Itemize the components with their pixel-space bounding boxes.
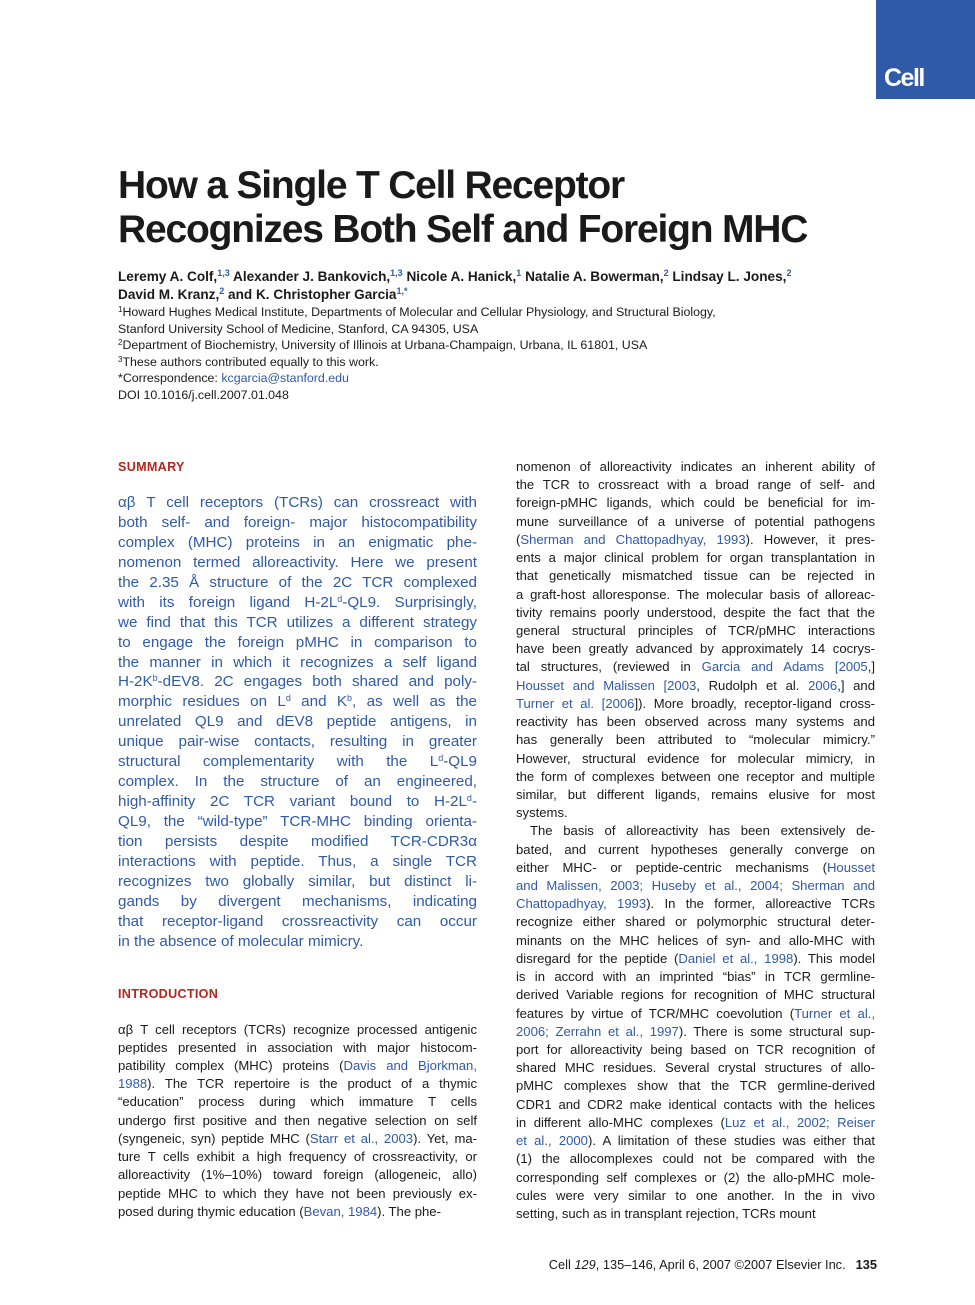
article-title (118, 164, 878, 252)
citation-link[interactable]: Daniel et al., 1998 (678, 950, 794, 966)
author-name: Natalie A. Bowerman, (525, 269, 664, 284)
text-line: Housset and Malissen [2003, Rudolph et al. 2006,] and (516, 677, 875, 693)
affiliation-2 (118, 337, 878, 354)
author-list (118, 268, 898, 304)
affiliation-1-cont: Stanford University School of Medicine, Stanford, CA 94305, USA (118, 321, 479, 336)
author-affiliation-marker[interactable]: 2 (663, 268, 669, 278)
affiliation-text: These authors contributed equally to this work. (122, 354, 379, 369)
text-line: nomenon termed alloreactivity. Here we present (118, 553, 477, 571)
title-line: How a Single T Cell Receptor (118, 164, 625, 207)
text-line: (syngeneic, syn) peptide MHC (Starr et al., 2003). Yet, ma- (118, 1130, 478, 1146)
text-line: 2006; Zerrahn et al., 1997). There is some structural sup- (516, 1023, 875, 1039)
text-line: cules were very similar to one another. In the in vivo (516, 1187, 875, 1203)
author-name: Nicole A. Hanick, (406, 269, 517, 284)
text-line: morphic residues on $L^d$ and $K^b$, as well as the (118, 693, 477, 711)
text-line: “education” process during which immature T cells (118, 1094, 477, 1110)
text-line: tion persists despite modified TCR-CDR3α (118, 832, 477, 850)
affiliation-marker: 2 (118, 338, 123, 347)
left-column (118, 458, 477, 1221)
text-line: corresponding self complexes or (2) the allo-pMHC mole- (516, 1169, 875, 1185)
affiliation-marker: 3 (118, 354, 123, 364)
introduction-text (118, 1021, 477, 1221)
text-line: unrelated QL9 and dEV8 peptide antigens, in (118, 713, 477, 731)
text-line: interactions with peptide. Thus, a single TCR (118, 852, 477, 870)
citation-link[interactable]: Sherman and Chattopadhyay, 1993 (520, 531, 746, 547)
text-line: ture T cells exhibit a high frequency of crossreactivity, or (118, 1149, 477, 1165)
text-line: unique pair-wise contacts, resulting in greater (118, 733, 477, 751)
text-line: similar, but different ligands, remains elusive for most (516, 786, 875, 802)
citation-link[interactable]: Turner et al. [2006 (516, 695, 635, 711)
author-name: and K. Christopher Garcia (228, 287, 397, 302)
correspondence-label: *Correspondence: (118, 371, 222, 385)
text-line: The basis of alloreactivity has been extensively de- (530, 823, 875, 839)
text-line: in the absence of molecular mimicry. (118, 932, 364, 950)
author-line (118, 268, 898, 286)
text-line: (Sherman and Chattopadhyay, 1993). However, it pres- (516, 531, 875, 547)
text-line: pMHC complexes show that the TCR germline-derived (516, 1078, 875, 1094)
affiliation-1 (118, 304, 878, 321)
page-number: 135 (855, 1257, 877, 1272)
citation-link[interactable]: and Malissen, 2003; Huseby et al., 2004; Sherman and (516, 878, 875, 894)
text-line: complex (MHC) proteins in an enigmatic phe- (118, 533, 477, 551)
citation-link[interactable]: 1988 (118, 1076, 148, 1092)
text-line: with its foreign ligand $H-2L^d-QL9$. Surprisingly, (118, 593, 477, 611)
text-line: nomenon of alloreactivity indicates an inherent ability of (516, 459, 875, 474)
affiliations (118, 304, 878, 403)
text-line: a graft-host alloresponse. The molecular basis of alloreac- (516, 586, 875, 602)
right-column (516, 458, 875, 1223)
citation-link[interactable]: 2006; Zerrahn et al., 1997 (516, 1023, 679, 1039)
text-line: However, structural evidence for molecular mimicry, in (516, 750, 875, 766)
text-line: has generally been attributed to “molecular mimicry.” (516, 732, 875, 748)
citation-link[interactable]: Luz et al., 2002; Reiser (724, 1114, 876, 1130)
text-line: port for alloreactivity being based on TCR recognition of (516, 1042, 875, 1057)
introduction-heading: INTRODUCTION (118, 986, 219, 1001)
author-name: Lindsay L. Jones, (672, 269, 787, 284)
text-line: features by virtue of TCR/MHC coevolution (Turner et al., (516, 1005, 876, 1021)
text-line: in different allo-MHC complexes (Luz et al., 2002; Reiser (516, 1114, 876, 1130)
text-line: tivity remains poorly understood, despite the fact that the (516, 604, 875, 620)
text-line: the form of complexes between one receptor and multiple (516, 768, 875, 784)
citation-link[interactable]: Davis and Bjorkman, (343, 1058, 477, 1073)
text-line: recognize either shared or polymorphic structural deter- (516, 914, 875, 930)
text-line: to engage the foreign pMHC in comparison to (118, 633, 477, 651)
citation-link[interactable]: Garcia and Adams [2005 (701, 659, 868, 675)
author-affiliation-marker[interactable]: 2 (786, 268, 792, 278)
citation-link[interactable]: Starr et al., 2003 (309, 1130, 414, 1146)
text-line: general structural principles of TCR/pMHC interactions (516, 622, 875, 638)
text-line: high-affinity 2C TCR variant bound to $H-2L^d-$ (118, 793, 477, 811)
text-line: disregard for the peptide (Daniel et al., 1998). This model (516, 950, 875, 966)
footer-citation: , 135–146, April 6, 2007 ©2007 Elsevier Inc. (595, 1257, 846, 1272)
citation-link[interactable]: Housset (826, 859, 875, 875)
author-affiliation-marker[interactable]: 1,* (396, 286, 408, 296)
text-line: posed during thymic education (Bevan, 1984). The phe- (118, 1203, 441, 1219)
text-line: complex. In the structure of an engineered, (118, 773, 477, 791)
page-footer (549, 1257, 877, 1272)
footer-journal: Cell (548, 1257, 575, 1272)
text-line: αβ T cell receptors (TCRs) recognize processed antigenic (118, 1021, 477, 1037)
text-line: alloreactivity (1%–10%) toward foreign (allogeneic, allo) (118, 1167, 477, 1183)
text-line: patibility complex (MHC) proteins (Davis and Bjorkman, (118, 1058, 477, 1073)
text-line: foreign-pMHC ligands, which could be beneficial for im- (516, 495, 875, 511)
text-line: that receptor-ligand crossreactivity can occur (118, 912, 477, 930)
text-line: setting, such as in transplant rejection, TCRs mount (516, 1205, 816, 1221)
text-line: 1988). The TCR repertoire is the product of a thymic (118, 1076, 477, 1092)
affiliation-text: Department of Biochemistry, University of Illinois at Urbana-Champaign, Urbana, IL 61801, USA (122, 338, 648, 352)
text-line: et al., 2000). A limitation of these studies was either that (516, 1133, 876, 1149)
author-affiliation-marker[interactable]: 1 (516, 268, 522, 278)
citation-link[interactable]: Bevan, 1984 (303, 1203, 378, 1219)
citation-link[interactable]: Turner et al., (794, 1005, 876, 1021)
text-line (516, 877, 875, 895)
text-line: derived Variable regions for recognition of MHC structural (516, 987, 875, 1003)
citation-link[interactable]: 2006 (808, 677, 838, 693)
author-affiliation-marker[interactable]: 1,3 (217, 268, 230, 278)
text-line: mune surveillance of a universe of potential pathogens (516, 513, 875, 529)
text-line: we find that this TCR utilizes a different strategy (118, 613, 477, 631)
text-line: reactivity has been observed across many systems and (516, 714, 875, 730)
correspondence (118, 370, 878, 387)
citation-link[interactable]: Chattopadhyay, 1993 (516, 896, 647, 912)
text-line: both self- and foreign- major histocompatibility (118, 513, 477, 531)
text-line: is in accord with an imprinted “bias” in TCR germline- (516, 969, 875, 985)
text-line: the manner in which it recognizes a self ligand (118, 653, 477, 671)
author-name: David M. Kranz, (118, 287, 220, 302)
citation-link[interactable]: Housset and Malissen [2003 (516, 677, 697, 693)
text-line: structural complementarity with the $L^d-QL9$ (118, 753, 477, 771)
text-line: ents a major clinical problem for organ transplantation in (516, 550, 875, 566)
affiliation-3 (118, 354, 878, 371)
footer-volume: 129 (574, 1257, 596, 1272)
author-line (118, 286, 898, 304)
text-line: shared MHC residues. Several crystal structures of allo- (516, 1060, 875, 1076)
summary-heading: SUMMARY (118, 460, 185, 474)
journal-tab-label: Cell (884, 64, 924, 92)
author-affiliation-marker[interactable]: 1,3 (390, 268, 403, 278)
text-line: systems. (516, 805, 568, 821)
text-line: undergo first positive and then negative selection on self (118, 1112, 477, 1128)
author-affiliation-marker[interactable]: 2 (219, 286, 225, 296)
text-line: peptide MHC to which they have not been previously ex- (118, 1185, 477, 1201)
text-line: (1) the allocomplexes could not be compared with the (516, 1151, 875, 1167)
text-line: either MHC- or peptide-centric mechanisms (Housset (516, 859, 875, 875)
body-text (516, 458, 875, 1223)
text-line: gands by divergent mechanisms, indicating (118, 892, 477, 910)
text-line: QL9, the “wild-type” TCR-MHC binding orienta- (118, 813, 477, 830)
text-line: Turner et al. [2006]). More broadly, receptor-ligand cross- (516, 695, 875, 711)
affiliation-marker: 1 (118, 305, 123, 314)
text-line: CDR1 and CDR2 make identical contacts with the helices (516, 1096, 875, 1112)
citation-link[interactable]: et al., 2000 (516, 1133, 588, 1149)
correspondence-email-link[interactable]: kcgarcia@stanford.edu (221, 371, 349, 385)
text-line: the TCR to crossreact with a broad range of self- and (516, 477, 875, 493)
text-line: $H-2K^b-dEV8$. 2C engages both shared and poly- (118, 673, 477, 691)
text-line: have been greatly advanced by approximately 14 cocrys- (516, 641, 875, 657)
author-name: Alexander J. Bankovich, (233, 269, 391, 284)
affiliation-text: Howard Hughes Medical Institute, Departments of Molecular and Cellular Physiology, and Structural Biology, (122, 305, 716, 319)
text-line: Chattopadhyay, 1993). In the former, alloreactive TCRs (516, 896, 875, 912)
text-line: minants on the MHC helices of syn- and allo-MHC with (516, 932, 875, 948)
text-line: recognizes two globally similar, but distinct li- (118, 872, 477, 890)
author-name: Leremy A. Colf, (118, 269, 218, 284)
journal-tab (876, 0, 975, 99)
text-line: bated, and current hypotheses generally converge on (516, 841, 875, 857)
summary-text (118, 493, 477, 952)
title-line: Recognizes Both Self and Foreign MHC (118, 208, 808, 251)
doi: DOI 10.1016/j.cell.2007.01.048 (118, 387, 289, 402)
text-line: αβ T cell receptors (TCRs) can crossreact with (118, 494, 477, 511)
text-line: the 2.35 Å structure of the 2C TCR complexed (118, 573, 477, 591)
text-line: tal structures, (reviewed in Garcia and Adams [2005,] (516, 659, 875, 675)
text-line: that genetically mismatched tissue can be rejected in (516, 568, 875, 584)
text-line: peptides presented in association with major histocom- (118, 1039, 477, 1055)
